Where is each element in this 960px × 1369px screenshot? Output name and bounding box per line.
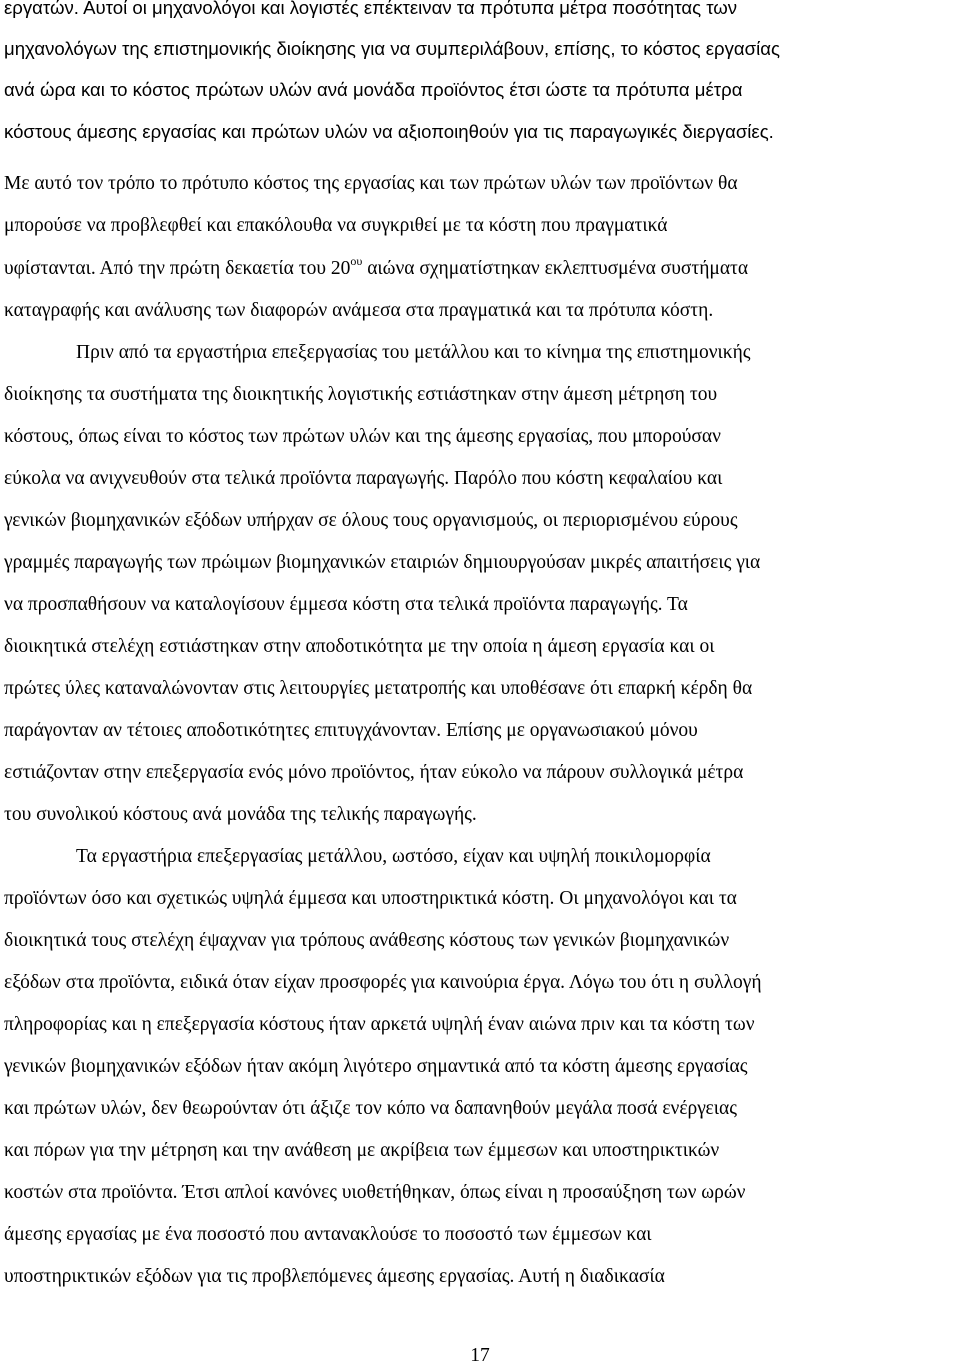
text-line-14: γραμμές παραγωγής των πρώιμων βιομηχανικών εταιριών δημιουργούσαν μικρές απαιτήσεις για [4, 552, 761, 573]
text-line-3: ανά ώρα και το κόστος πρώτων υλών ανά μονάδα προϊόντος έτσι ώστε τα πρότυπα μέτρα [4, 79, 743, 100]
text-line-13: γενικών βιομηχανικών εξόδων υπήρχαν σε όλους τους οργανισμούς, οι περιορισμένου εύρους [4, 510, 738, 531]
text-line-8: καταγραφής και ανάλυσης των διαφορών ανάμεσα στα πραγματικά και τα πρότυπα κόστη. [4, 300, 714, 321]
ordinal-superscript: ου [350, 254, 363, 268]
text-line-31: υποστηρικτικών εξόδων για τις προβλεπόμενες άμεσης εργασίας. Αυτή η διαδικασία [4, 1266, 665, 1287]
text-line-30: άμεσης εργασίας με ένα ποσοστό που αντανακλούσε το ποσοστό των έμμεσων και [4, 1224, 652, 1245]
text-line-9: Πριν από τα εργαστήρια επεξεργασίας του μετάλλου και το κίνημα της επιστημονικής [76, 342, 751, 363]
text-line-18: παράγονταν αν τέτοιες αποδοτικότητες επιτυγχάνονταν. Επίσης με οργανωσιακού μόνου [4, 720, 698, 741]
text-line-19: εστιάζονταν στην επεξεργασία ενός μόνο προϊόντος, ήταν εύκολο να πάρουν συλλογικά μέτρα [4, 762, 744, 783]
text-line-17: πρώτες ύλες καταναλώνονταν στις λειτουργίες μετατροπής και υποθέσανε ότι επαρκή κέρδη θα [4, 678, 753, 699]
text-line-20: του συνολικού κόστους ανά μονάδα της τελικής παραγωγής. [4, 804, 477, 825]
text-line-1: εργατών. Αυτοί οι μηχανολόγοι και λογιστές επέκτειναν τα πρότυπα μέτρα ποσότητας των [4, 0, 738, 18]
text-line-29: κοστών στα προϊόντα. Έτσι απλοί κανόνες υιοθετήθηκαν, όπως είναι η προσαύξηση των ωρών [4, 1182, 746, 1203]
text-line-25: πληροφορίας και η επεξεργασία κόστους ήταν αρκετά υψηλή έναν αιώνα πριν και τα κόστη των [4, 1014, 755, 1035]
text-line-15: να προσπαθήσουν να καταλογίσουν έμμεσα κόστη στα τελικά προϊόντα παραγωγής. Τα [4, 594, 688, 615]
text-line-4: κόστους άμεσης εργασίας και πρώτων υλών να αξιοποιηθούν για τις παραγωγικές διεργασίες. [4, 121, 774, 142]
text-line-10: διοίκησης τα συστήματα της διοικητικής λογιστικής εστιάστηκαν στην άμεση μέτρηση του [4, 384, 718, 405]
text-line-22: προϊόντων όσο και σχετικώς υψηλά έμμεσα και υποστηρικτικά κόστη. Οι μηχανολόγοι και τα [4, 888, 737, 909]
text-line-28: και πόρων για την μέτρηση και την ανάθεση με ακρίβεια των έμμεσων και υποστηρικτικών [4, 1140, 720, 1161]
text-line-24: εξόδων στα προϊόντα, ειδικά όταν είχαν προσφορές για καινούρια έργα. Λόγω του ότι η συλλογή [4, 972, 762, 993]
text-line-6: μπορούσε να προβλεφθεί και επακόλουθα να συγκριθεί με τα κόστη που πραγματικά [4, 215, 668, 236]
text-line-7-middle: Από την πρώτη δεκαετία του 20 [99, 258, 351, 279]
text-line-7-start: υφίστανται. [4, 258, 96, 279]
text-line-27: και πρώτων υλών, δεν θεωρούνταν ότι άξιζε τον κόπο να δαπανηθούν μεγάλα ποσά ενέργειας [4, 1098, 737, 1119]
text-line-2: μηχανολόγων της επιστημονικής διοίκησης για να συμπεριλάβουν, επίσης, το κόστος εργασίας [4, 38, 780, 59]
text-line-11: κόστους, όπως είναι το κόστος των πρώτων υλών και της άμεσης εργασίας, που μπορούσαν [4, 426, 721, 447]
text-line-23: διοικητικά τους στελέχη έψαχναν για τρόπους ανάθεσης κόστους των γενικών βιομηχανικών [4, 930, 730, 951]
text-line-7 [4, 254, 749, 281]
text-line-12: εύκολα να ανιχνευθούν στα τελικά προϊόντα παραγωγής. Παρόλο που κόστη κεφαλαίου και [4, 468, 723, 489]
text-line-5: Με αυτό τον τρόπο το πρότυπο κόστος της εργασίας και των πρώτων υλών των προϊόντων θα [4, 173, 738, 194]
page-number: 17 [470, 1345, 490, 1366]
text-line-26: γενικών βιομηχανικών εξόδων ήταν ακόμη λιγότερο σημαντικά από τα κόστη άμεσης εργασίας [4, 1056, 748, 1077]
text-line-21: Τα εργαστήρια επεξεργασίας μετάλλου, ωστόσο, είχαν και υψηλή ποικιλομορφία [76, 846, 711, 867]
text-line-7-end: αιώνα σχηματίστηκαν εκλεπτυσμένα συστήματα [362, 258, 749, 279]
text-line-16: διοικητικά στελέχη εστιάστηκαν στην αποδοτικότητα με την οποία η άμεση εργασία και οι [4, 636, 715, 657]
